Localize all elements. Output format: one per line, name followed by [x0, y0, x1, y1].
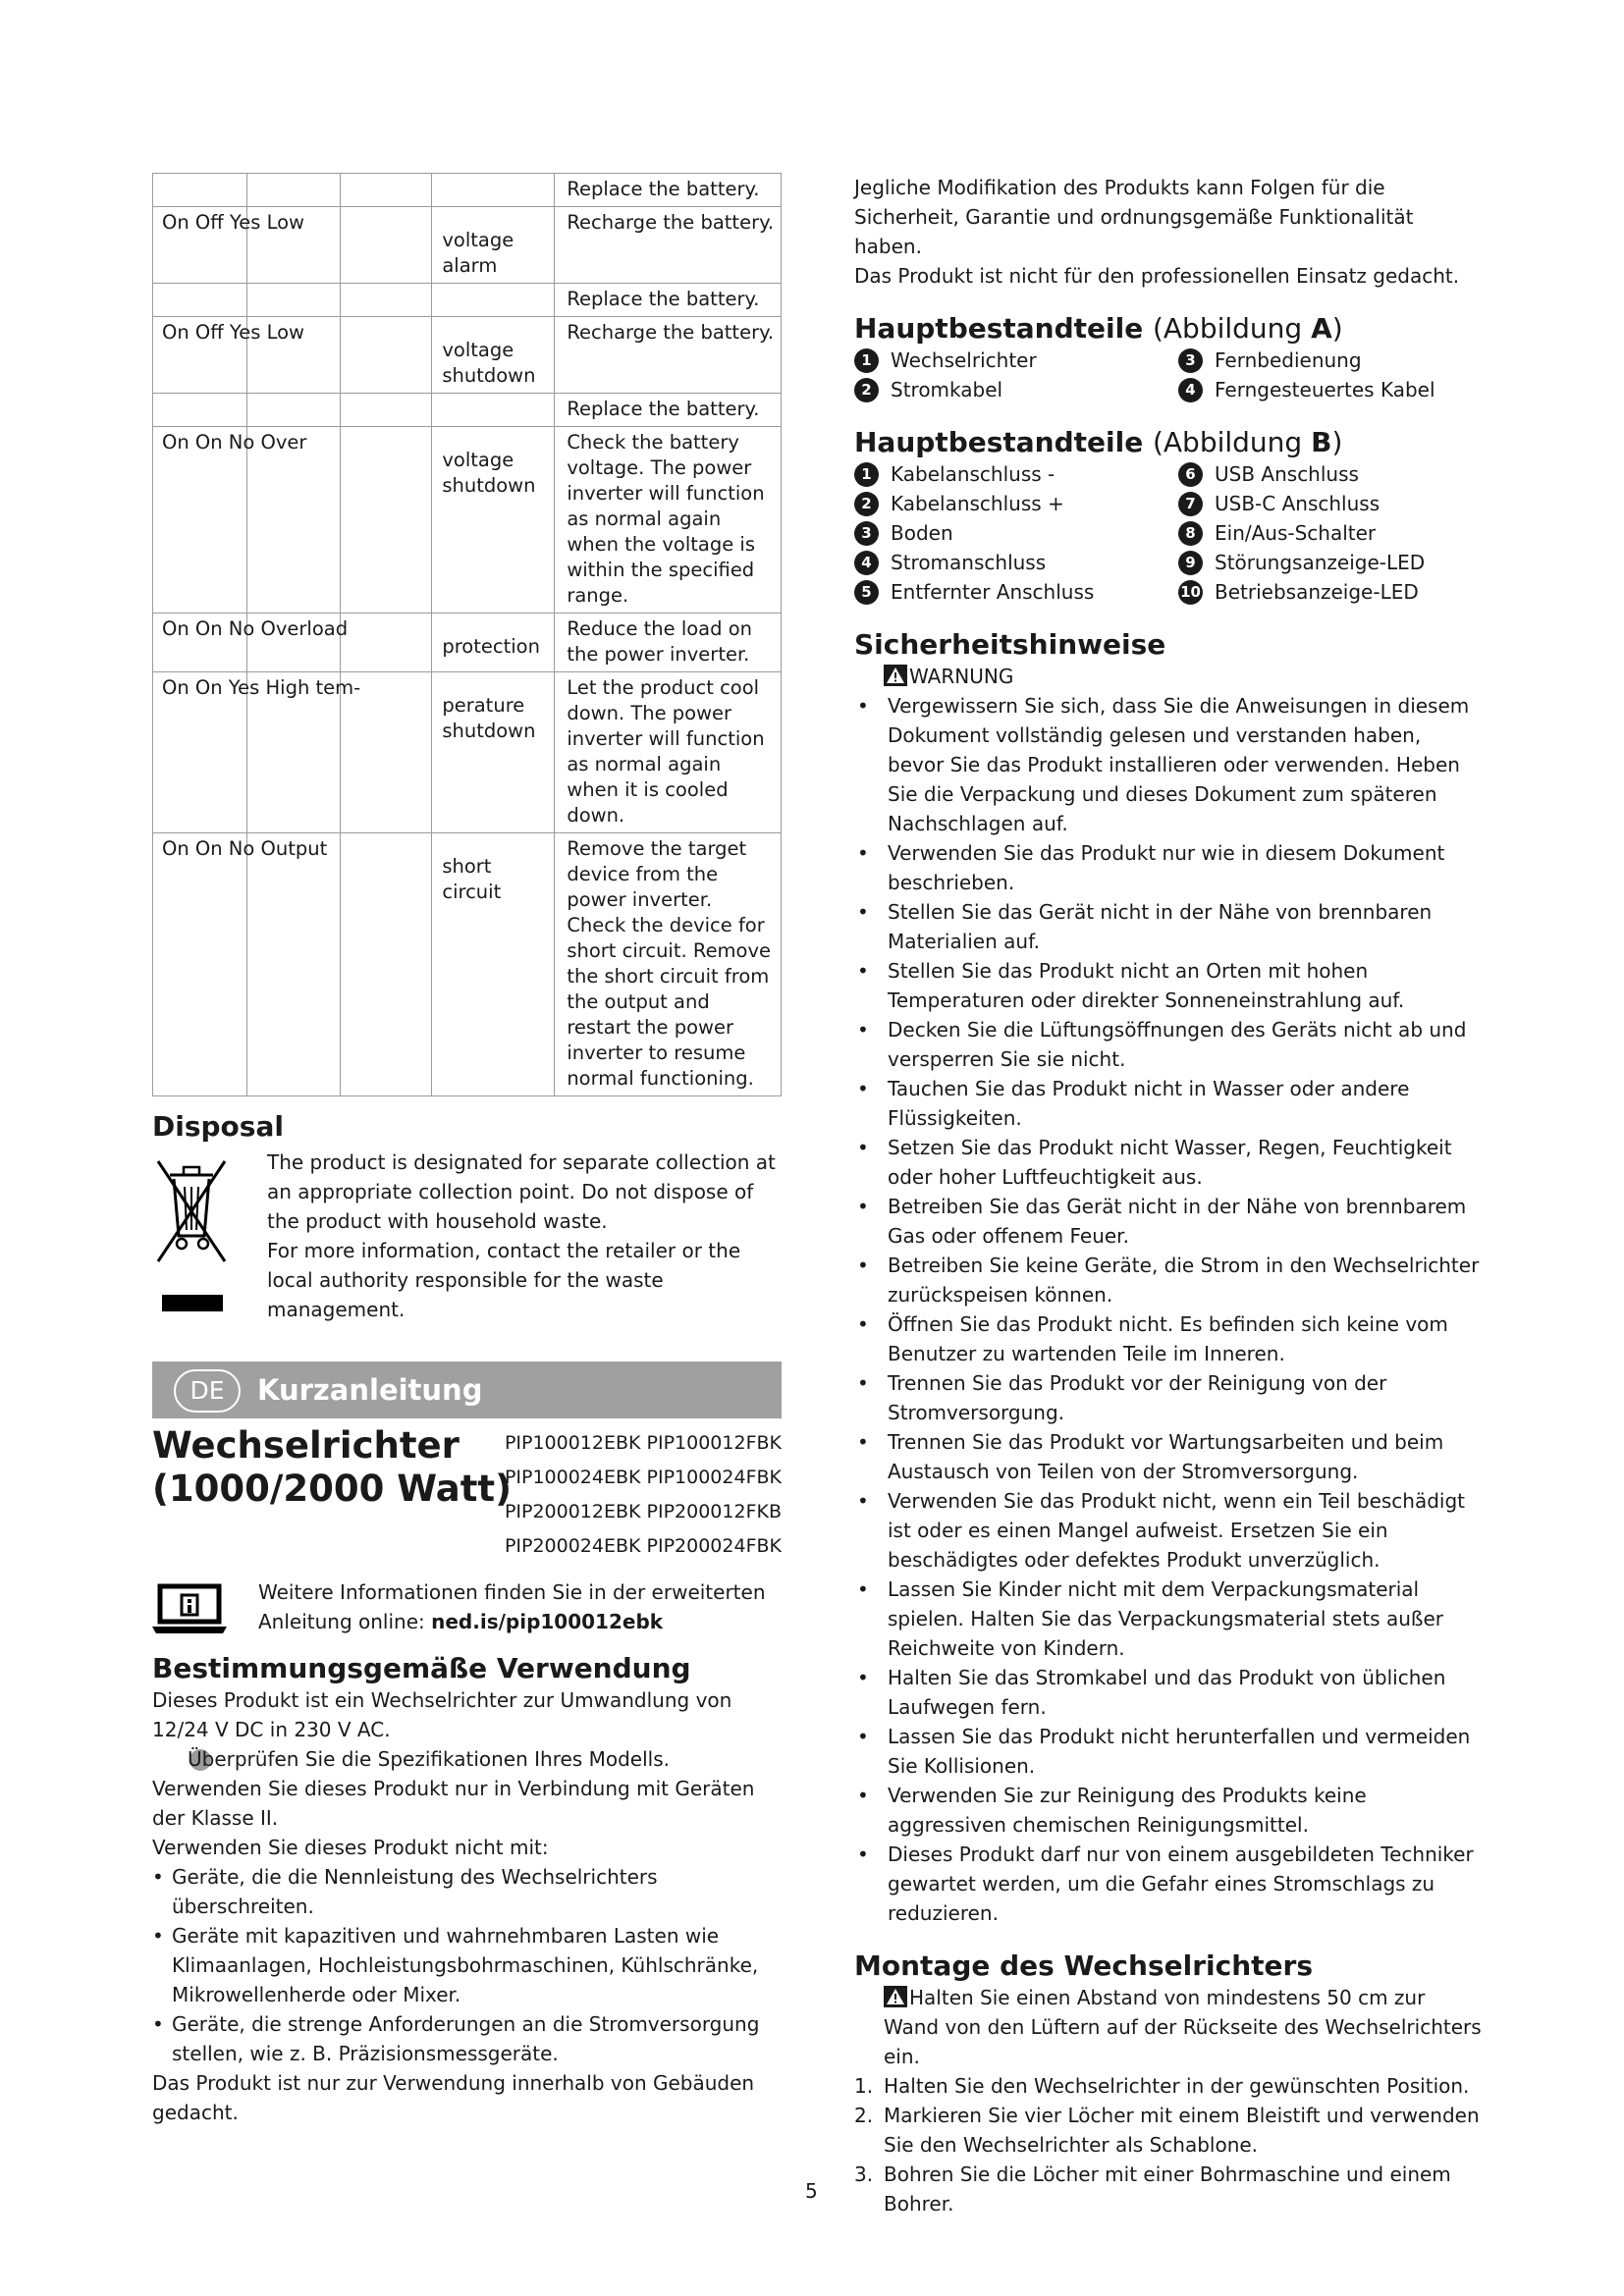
- cause-cell: [432, 614, 555, 672]
- parts-b-close: ): [1331, 426, 1343, 458]
- table-row: [153, 174, 782, 207]
- status-cell: [153, 174, 431, 181]
- step-text: Markieren Sie vier Löcher mit einem Bleistift und verwenden Sie den Wechselrichter als Schablone.: [884, 2104, 1480, 2157]
- list-item: • Geräte, die die Nennleistung des Wechselrichters überschreiten.: [152, 1862, 782, 1921]
- status-cell: On On No Overload: [162, 617, 349, 640]
- list-item: • Trennen Sie das Produkt vor der Reinigung von der Stromversorgung.: [854, 1368, 1483, 1427]
- part-number-badge: 8: [1178, 521, 1203, 546]
- parts-a-heading-bold: Hauptbestandteile: [854, 312, 1144, 345]
- language-badge: DE: [174, 1369, 241, 1413]
- solution-cell: Remove the target device from the power inverter. Check the device for short circuit. Remove the short circuit from the output and restart the power inverter to resume normal functioning.: [555, 833, 782, 1096]
- intended-use-section: [152, 1685, 782, 2127]
- part-label: Ferngesteuertes Kabel: [1215, 378, 1435, 401]
- cell-dividers: [153, 833, 431, 1095]
- parts-b-heading-bold: Hauptbestandteile: [854, 426, 1144, 458]
- column-divider: [246, 833, 247, 1095]
- banner-title: Kurzanleitung: [257, 1373, 483, 1407]
- model-line: PIP200012EBK PIP200012FKB: [504, 1501, 782, 1522]
- model-list: [505, 1426, 782, 1564]
- product-title-line-2: (1000/2000 Watt): [152, 1468, 513, 1510]
- cause-cell: [432, 672, 555, 833]
- page-number: 5: [805, 2179, 818, 2203]
- warning-label: WARNUNG: [909, 665, 1014, 688]
- right-intro: [854, 173, 1483, 291]
- disposal-section: [152, 1148, 782, 1344]
- part-item: [1178, 577, 1473, 607]
- table-row: [153, 427, 782, 614]
- part-label: Störungsanzeige-LED: [1215, 551, 1426, 574]
- safety-heading: Sicherheitshinweise: [854, 628, 1166, 661]
- list-item: • Verwenden Sie das Produkt nur wie in diesem Dokument beschrieben.: [854, 838, 1483, 897]
- info-line-1: Weitere Informationen finden Sie in der erweiterten: [258, 1580, 766, 1604]
- disposal-black-bar: [162, 1295, 223, 1311]
- part-number-badge: 1: [854, 462, 879, 487]
- part-label: Fernbedienung: [1215, 348, 1362, 372]
- online-info: [152, 1577, 782, 1644]
- part-item: [854, 346, 1178, 375]
- step-number: 1.: [854, 2074, 874, 2098]
- intro-p1: Jegliche Modifikation des Produkts kann Folgen für die Sicherheit, Garantie und ordnungsgemäße Funktionalität haben.: [854, 176, 1414, 258]
- cause-cell: [432, 394, 555, 427]
- cause-text: voltage alarm: [442, 229, 514, 277]
- part-number-badge: 3: [1178, 348, 1203, 373]
- table-row: [153, 614, 782, 672]
- product-title: [152, 1424, 512, 1511]
- parts-a-close: ): [1331, 312, 1343, 345]
- table-row: [153, 317, 782, 394]
- table-row: [153, 394, 782, 427]
- cause-text: voltage shutdown: [442, 449, 536, 497]
- model-line: PIP100024EBK PIP100024FBK: [504, 1467, 782, 1488]
- parts-a-heading-light: (Abbildung: [1152, 312, 1312, 345]
- list-item: • Dieses Produkt darf nur von einem ausgebildeten Techniker gewartet werden, um die Gefahr eines Stromschlags zu reduzieren.: [854, 1840, 1483, 1928]
- part-item: [1178, 375, 1473, 404]
- list-item: • Lassen Sie das Produkt nicht herunterfallen und vermeiden Sie Kollisionen.: [854, 1722, 1483, 1781]
- mounting-heading: Montage des Wechselrichters: [854, 1949, 1313, 1982]
- solution-cell: Replace the battery.: [555, 394, 782, 427]
- list-item: • Stellen Sie das Gerät nicht in der Nähe von brennbaren Materialien auf.: [854, 897, 1483, 956]
- list-item: • Verwenden Sie zur Reinigung des Produkts keine aggressiven chemischen Reinigungsmittel.: [854, 1781, 1483, 1840]
- part-number-badge: 3: [854, 521, 879, 546]
- part-number-badge: 1: [854, 348, 879, 373]
- list-item: • Vergewissern Sie sich, dass Sie die Anweisungen in diesem Dokument vollständig gelesen und verstanden haben, bevor Sie das Produkt installieren oder verwenden. Heben Sie die Verpackung und dieses Dokument zum späteren Nachschlagen auf.: [854, 691, 1483, 838]
- model-line: PIP200024EBK PIP200024FBK: [504, 1535, 782, 1557]
- cause-text: perature shutdown: [442, 694, 536, 742]
- list-item: • Geräte, die strenge Anforderungen an die Stromversorgung stellen, wie z. B. Präzisionsmessgeräte.: [152, 2009, 782, 2068]
- info-prefix: Anleitung online:: [258, 1610, 432, 1633]
- status-cell: On On No Output: [162, 837, 328, 860]
- step-text: Bohren Sie die Löcher mit einer Bohrmaschine und einem Bohrer.: [884, 2163, 1451, 2216]
- list-item: • Betreiben Sie das Gerät nicht in der Nähe von brennbarem Gas oder offenem Feuer.: [854, 1192, 1483, 1251]
- status-cell: On Off Yes Low: [162, 211, 304, 234]
- part-label: Kabelanschluss +: [891, 492, 1064, 515]
- part-number-badge: 4: [1178, 378, 1203, 402]
- part-number-badge: 9: [1178, 551, 1203, 575]
- parts-a-list: [854, 346, 1483, 404]
- part-item: [854, 375, 1178, 404]
- info-link[interactable]: ned.is/pip100012ebk: [431, 1610, 664, 1633]
- part-item: [1178, 346, 1473, 375]
- part-number-badge: 5: [854, 580, 879, 605]
- safety-list: [854, 691, 1483, 1928]
- intended-use-p2-text: Überprüfen Sie die Spezifikationen Ihres Modells.: [188, 1747, 670, 1771]
- list-item: • Öffnen Sie das Produkt nicht. Es befinden sich keine vom Benutzer zu wartenden Teile im Inneren.: [854, 1309, 1483, 1368]
- status-cell: [153, 284, 431, 291]
- cause-cell: [432, 207, 555, 284]
- right-column: [854, 173, 1483, 2218]
- cause-text: voltage shutdown: [442, 339, 536, 387]
- list-item: • Verwenden Sie das Produkt nicht, wenn ein Teil beschädigt ist oder es einen Mangel aufweist. Ersetzen Sie ein beschädigtes oder defektes Produkt unverzüglich.: [854, 1486, 1483, 1575]
- list-item: • Decken Sie die Lüftungsöffnungen des Geräts nicht ab und versperren Sie sie nicht.: [854, 1015, 1483, 1074]
- disposal-text-1: The product is designated for separate collection at an appropriate collection point. Do not dispose of the product with household waste.: [267, 1150, 776, 1233]
- part-number-badge: 2: [854, 492, 879, 516]
- part-label: Betriebsanzeige-LED: [1215, 580, 1419, 604]
- status-cell: On Off Yes Low: [162, 321, 304, 344]
- part-label: Kabelanschluss -: [891, 462, 1056, 486]
- cause-cell: [432, 833, 555, 1096]
- crossed-bin-icon: [152, 1153, 231, 1271]
- cause-cell: [432, 317, 555, 394]
- list-item: • Trennen Sie das Produkt vor Wartungsarbeiten und beim Austausch von Teilen von der Stromversorgung.: [854, 1427, 1483, 1486]
- list-item: • Tauchen Sie das Produkt nicht in Wasser oder andere Flüssigkeiten.: [854, 1074, 1483, 1133]
- mounting-steps: [854, 2071, 1483, 2218]
- cause-cell: [432, 284, 555, 317]
- part-item: [854, 459, 1178, 489]
- intended-use-p1: Dieses Produkt ist ein Wechselrichter zur Umwandlung von 12/24 V DC in 230 V AC.: [152, 1688, 732, 1741]
- status-cell: On On Yes High tem-: [162, 676, 361, 699]
- list-item: • Halten Sie das Stromkabel und das Produkt von üblichen Laufwegen fern.: [854, 1663, 1483, 1722]
- part-number-badge: 7: [1178, 492, 1203, 516]
- part-label: Stromanschluss: [891, 551, 1047, 574]
- solution-cell: Recharge the battery.: [555, 207, 782, 284]
- left-column: [152, 173, 782, 2127]
- warning-line: [854, 662, 1483, 691]
- disposal-text-2: For more information, contact the retailer or the local authority responsible for the waste management.: [267, 1239, 741, 1321]
- solution-cell: Replace the battery.: [555, 284, 782, 317]
- intended-use-p5: Das Produkt ist nur zur Verwendung innerhalb von Gebäuden gedacht.: [152, 2071, 755, 2124]
- part-label: Boden: [891, 521, 953, 545]
- table-row: [153, 672, 782, 833]
- part-label: Entfernter Anschluss: [891, 580, 1095, 604]
- mounting-note-text: Halten Sie einen Abstand von mindestens 50 cm zur Wand von den Lüftern auf der Rückseite des Wechselrichters ein.: [884, 1986, 1482, 2068]
- parts-b-heading: [854, 426, 1483, 459]
- step-item: [854, 2101, 1483, 2160]
- solution-cell: Check the battery voltage. The power inverter will function as normal again when the voltage is within the specified range.: [555, 427, 782, 614]
- part-number-badge: 6: [1178, 462, 1203, 487]
- parts-b-list: [854, 459, 1483, 607]
- part-item: [1178, 489, 1473, 518]
- table-row: [153, 207, 782, 284]
- intended-use-p3: Verwenden Sie dieses Produkt nur in Verbindung mit Geräten der Klasse II.: [152, 1777, 755, 1830]
- part-item: [1178, 459, 1473, 489]
- info-line-2: [258, 1607, 766, 1636]
- part-item: [854, 548, 1178, 577]
- solution-cell: Reduce the load on the power inverter.: [555, 614, 782, 672]
- part-item: [854, 577, 1178, 607]
- list-item: • Stellen Sie das Produkt nicht an Orten mit hohen Temperaturen oder direkter Sonneneinstrahlung auf.: [854, 956, 1483, 1015]
- list-item: • Setzen Sie das Produkt nicht Wasser, Regen, Feuchtigkeit oder hoher Luftfeuchtigkeit aus.: [854, 1133, 1483, 1192]
- table-row: [153, 284, 782, 317]
- step-text: Halten Sie den Wechselrichter in der gewünschten Position.: [884, 2074, 1470, 2098]
- part-item: [1178, 548, 1473, 577]
- part-number-badge: 2: [854, 378, 879, 402]
- part-label: USB Anschluss: [1215, 462, 1359, 486]
- cause-text: protection: [442, 635, 540, 658]
- troubleshooting-table: [152, 173, 782, 1096]
- intended-use-heading: Bestimmungsgemäße Verwendung: [152, 1652, 691, 1684]
- part-item: [854, 518, 1178, 548]
- solution-cell: Replace the battery.: [555, 174, 782, 207]
- solution-cell: Let the product cool down. The power inverter will function as normal again when it is cooled down.: [555, 672, 782, 833]
- part-label: Stromkabel: [891, 378, 1003, 401]
- status-cell: On On No Over: [162, 431, 307, 454]
- status-cell: [153, 394, 431, 400]
- cause-cell: [432, 174, 555, 207]
- step-number: 2.: [854, 2104, 874, 2127]
- part-label: USB-C Anschluss: [1215, 492, 1380, 515]
- language-banner: [152, 1362, 782, 1418]
- not-use-list: [152, 1862, 782, 2068]
- warning-icon: [884, 665, 907, 686]
- parts-a-heading: [854, 312, 1483, 346]
- part-number-badge: 4: [854, 551, 879, 575]
- cause-cell: [432, 427, 555, 614]
- intended-use-p2: [152, 1744, 782, 1774]
- laptop-info-icon: [152, 1583, 227, 1634]
- disposal-heading: Disposal: [152, 1110, 284, 1143]
- list-item: • Lassen Sie Kinder nicht mit dem Verpackungsmaterial spielen. Halten Sie das Verpackungsmaterial stets außer Reichweite von Kindern.: [854, 1575, 1483, 1663]
- part-number-badge: 10: [1178, 580, 1203, 605]
- mounting-note: [854, 1983, 1483, 2071]
- part-label: Wechselrichter: [891, 348, 1037, 372]
- step-item: [854, 2160, 1483, 2218]
- list-item: • Betreiben Sie keine Geräte, die Strom in den Wechselrichter zurückspeisen können.: [854, 1251, 1483, 1309]
- part-item: [1178, 518, 1473, 548]
- part-item: [854, 489, 1178, 518]
- parts-a-letter: A: [1311, 312, 1332, 345]
- parts-b-letter: B: [1311, 426, 1332, 458]
- cause-text: short circuit: [442, 855, 502, 903]
- step-number: 3.: [854, 2163, 874, 2186]
- intro-p2: Das Produkt ist nicht für den professionellen Einsatz gedacht.: [854, 264, 1460, 288]
- list-item: • Geräte mit kapazitiven und wahrnehmbaren Lasten wie Klimaanlagen, Hochleistungsbohrmaschinen, Kühlschränke, Mikrowellenherde oder Mixer.: [152, 1921, 782, 2009]
- solution-cell: Recharge the battery.: [555, 317, 782, 394]
- column-divider: [340, 833, 341, 1095]
- parts-b-heading-light: (Abbildung: [1152, 426, 1312, 458]
- step-item: [854, 2071, 1483, 2101]
- intended-use-p4: Verwenden Sie dieses Produkt nicht mit:: [152, 1836, 549, 1859]
- table-row: [153, 833, 782, 1096]
- product-title-block: [152, 1424, 782, 1572]
- product-title-line-1: Wechselrichter: [152, 1424, 460, 1467]
- model-line: PIP100012EBK PIP100012FBK: [504, 1432, 782, 1454]
- warning-icon: [884, 1986, 907, 2007]
- part-label: Ein/Aus-Schalter: [1215, 521, 1377, 545]
